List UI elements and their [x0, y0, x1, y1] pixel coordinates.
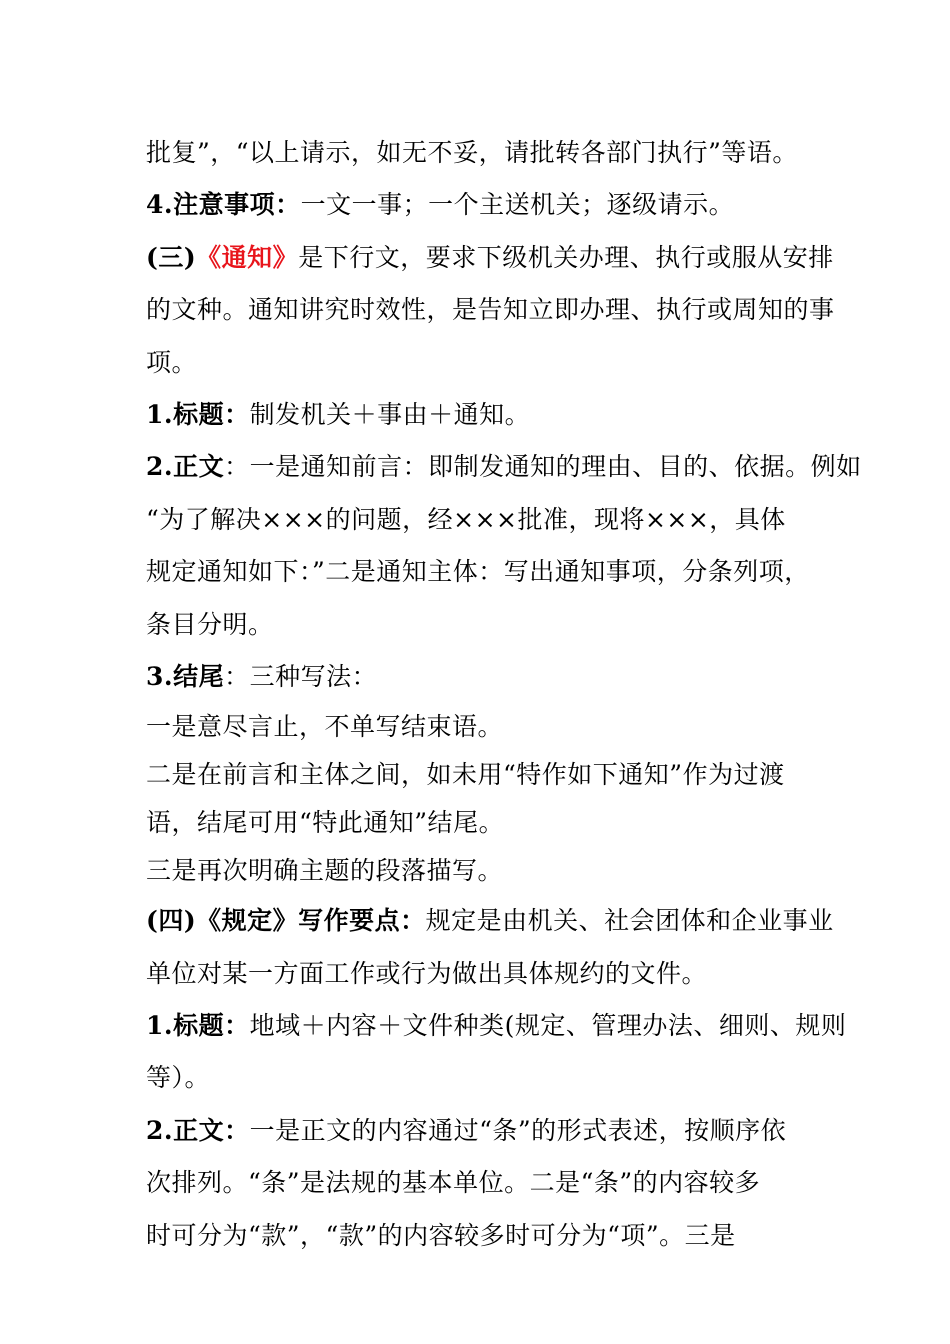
line-text: 一是意尽言止，不单写结束语。 [146, 712, 504, 742]
text-line [146, 546, 810, 598]
line-text: ：一是通知前言：即制发通知的理由、目的、依据。例如 [224, 452, 862, 482]
text-line [146, 284, 835, 336]
line-text: 地域＋内容＋文件种类(规定、管理办法、细则、规则 [249, 1011, 847, 1041]
line-text: 规定通知如下：”二是通知主体：写出通知事项，分条列项， [146, 557, 810, 587]
text-line [146, 232, 834, 284]
line-text: 条目分明。 [146, 609, 274, 639]
text-line [146, 847, 810, 895]
text-line [146, 494, 810, 546]
text-line [146, 127, 810, 179]
line-text: 的文种。通知讲究时效性，是告知立即办理、执行或周知的事 [146, 295, 835, 325]
line-text: 制发机关＋事由＋通知。 [249, 399, 531, 429]
line-text: 规定是由机关、社会团体和企业事业 [425, 906, 834, 936]
document-page [146, 127, 862, 1262]
line-text: 是下行文，要求下级机关办理、执行或服从安排 [298, 242, 834, 272]
line-text: ：三种写法： [224, 661, 378, 691]
line-text: 一文一事；一个主送机关；逐级请示。 [300, 190, 735, 220]
line-text: 次排列。“条”是法规的基本单位。二是“条”的内容较多 [146, 1168, 761, 1198]
section-heading: 3.结尾 [146, 661, 225, 691]
text-line [146, 1000, 847, 1052]
section-heading: 4.注意事项： [146, 190, 301, 220]
line-text: 批复”，“以上请示，如无不妥，请批转各部门执行”等语。 [146, 138, 798, 167]
text-line [146, 895, 834, 947]
text-line [146, 799, 810, 847]
line-text: “为了解决×××的问题，经×××批准，现将×××，具体 [146, 504, 786, 534]
line-text: 项。 [146, 347, 198, 377]
text-line [146, 179, 810, 231]
line-text: 三是再次明确主题的段落描写。 [146, 856, 504, 886]
line-text: 等）。 [146, 1063, 211, 1093]
section-heading: (四)《规定》写作要点： [146, 906, 426, 936]
text-line [146, 1105, 810, 1157]
text-line [146, 389, 810, 441]
line-text: 二是在前言和主体之间，如未用“特作如下通知”作为过渡 [146, 760, 785, 790]
text-line [146, 337, 810, 389]
section-heading: 1.标题： [146, 399, 250, 429]
text-line [146, 1210, 810, 1262]
line-text: 一是正文的内容通过“条”的形式表述，按顺序依 [249, 1115, 787, 1145]
line-text: 时可分为“款”，“款”的内容较多时可分为“项”。三是 [146, 1220, 736, 1250]
text-line [146, 948, 810, 1000]
text-line [146, 1157, 810, 1209]
text-line [146, 441, 862, 493]
text-line [146, 751, 810, 799]
section-heading: 2.正文： [146, 1115, 250, 1145]
line-text: 单位对某一方面工作或行为做出具体规约的文件。 [146, 958, 708, 988]
section-heading: 2.正文 [146, 452, 225, 482]
text-line [146, 703, 810, 751]
section-number: (三) [146, 242, 197, 272]
line-text: 语，结尾可用“特此通知”结尾。 [146, 808, 505, 838]
text-line [146, 599, 810, 651]
text-line [146, 1052, 810, 1104]
text-line [146, 651, 810, 703]
highlighted-title: 《通知》 [196, 242, 299, 272]
section-heading: 1.标题： [146, 1011, 250, 1041]
